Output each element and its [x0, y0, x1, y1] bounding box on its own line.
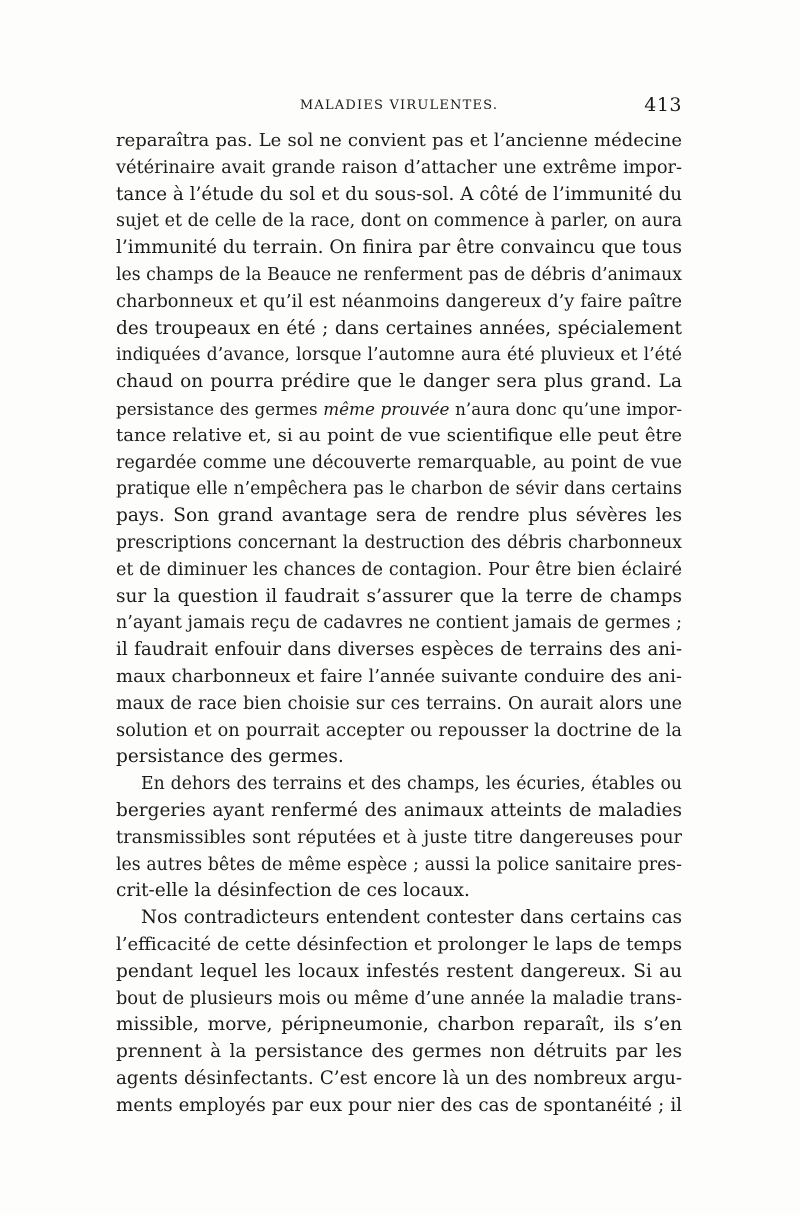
text-line: regardée comme une découverte remarquable, au point de vue: [116, 452, 682, 473]
running-title: MALADIES VIRULENTES.: [299, 98, 499, 113]
text-line: des troupeaux en été ; dans certaines années, spécialement: [116, 317, 682, 339]
text-line: persistance des germes.: [116, 746, 344, 768]
text-line: pays. Son grand avantage sera de rendre plus sévères les: [116, 505, 682, 527]
text-line: maux de race bien choisie sur ces terrains. On aurait alors une: [116, 693, 682, 714]
body-text: [116, 128, 682, 1119]
text-line: les champs de la Beauce ne renferment pas de débris d’animaux: [116, 264, 682, 285]
text-line: En dehors des terrains et des champs, les écuries, étables ou: [141, 774, 682, 795]
text-line: missible, morve, péripneumonie, charbon reparaît, ils s’en: [116, 1014, 682, 1036]
text-line: prennent à la persistance des germes non détruits par les: [116, 1041, 682, 1063]
text-line: indiquées d’avance, lorsque l’automne aura été pluvieux et l’été: [116, 345, 682, 366]
text-line: les autres bêtes de même espèce ; aussi la police sanitaire pres-: [116, 854, 682, 875]
text-line: crit-elle la désinfection de ces locaux.: [116, 880, 470, 902]
text-line: chaud on pourra prédire que le danger sera plus grand. La: [116, 371, 682, 393]
text-line: bergeries ayant renfermé des animaux atteints de maladies: [116, 799, 682, 821]
text-line: tance à l’étude du sol et du sous-sol. A côté de l’immunité du: [116, 183, 682, 205]
text-line: persistance des germes même prouvée n’aura donc qu’une impor-: [116, 398, 682, 419]
text-line: transmissibles sont réputées et à juste titre dangereuses pour: [116, 827, 682, 848]
text-line: agents désinfectants. C’est encore là un des nombreux argu-: [116, 1067, 682, 1089]
text-line: l’efficacité de cette désinfection et prolonger le laps de temps: [116, 933, 682, 955]
text-line: reparaîtra pas. Le sol ne convient pas et l’ancienne médecine: [116, 130, 682, 151]
text-line: n’ayant jamais reçu de cadavres ne contient jamais de germes ;: [116, 613, 682, 634]
text-line: Nos contradicteurs entendent contester dans certains cas: [141, 907, 682, 929]
text-line: sur la question il faudrait s’assurer que la terre de champs: [116, 585, 682, 607]
text-line: solution et on pourrait accepter ou repousser la doctrine de la: [116, 720, 682, 741]
text-line: pendant lequel les locaux infestés restent dangereux. Si au: [116, 960, 682, 982]
text-line: il faudrait enfouir dans diverses espèces de terrains des ani-: [116, 639, 682, 661]
text-line: maux charbonneux et faire l’année suivante conduire des ani-: [116, 665, 682, 687]
text-line: et de diminuer les chances de contagion. Pour être bien éclairé: [116, 559, 682, 580]
text-line: pratique elle n’empêchera pas le charbon de sévir dans certains: [116, 479, 682, 500]
text-line: ments employés par eux pour nier des cas de spontanéité ; il: [116, 1094, 682, 1116]
running-head: [116, 94, 682, 116]
text-line: tance relative et, si au point de vue scientifique elle peut être: [116, 424, 682, 446]
text-line: prescriptions concernant la destruction des débris charbonneux: [116, 532, 682, 553]
text-line: vétérinaire avait grande raison d’attacher une extrême impor-: [116, 157, 682, 178]
text-line: bout de plusieurs mois ou même d’une année la maladie trans-: [116, 988, 682, 1009]
text-line: charbonneux et qu’il est néanmoins dangereux d’y faire paître: [116, 291, 682, 312]
page-number: 413: [644, 94, 682, 116]
text-line: sujet et de celle de la race, dont on commence à parler, on aura: [116, 211, 683, 232]
text-line: l’immunité du terrain. On finira par être convaincu que tous: [116, 237, 682, 259]
